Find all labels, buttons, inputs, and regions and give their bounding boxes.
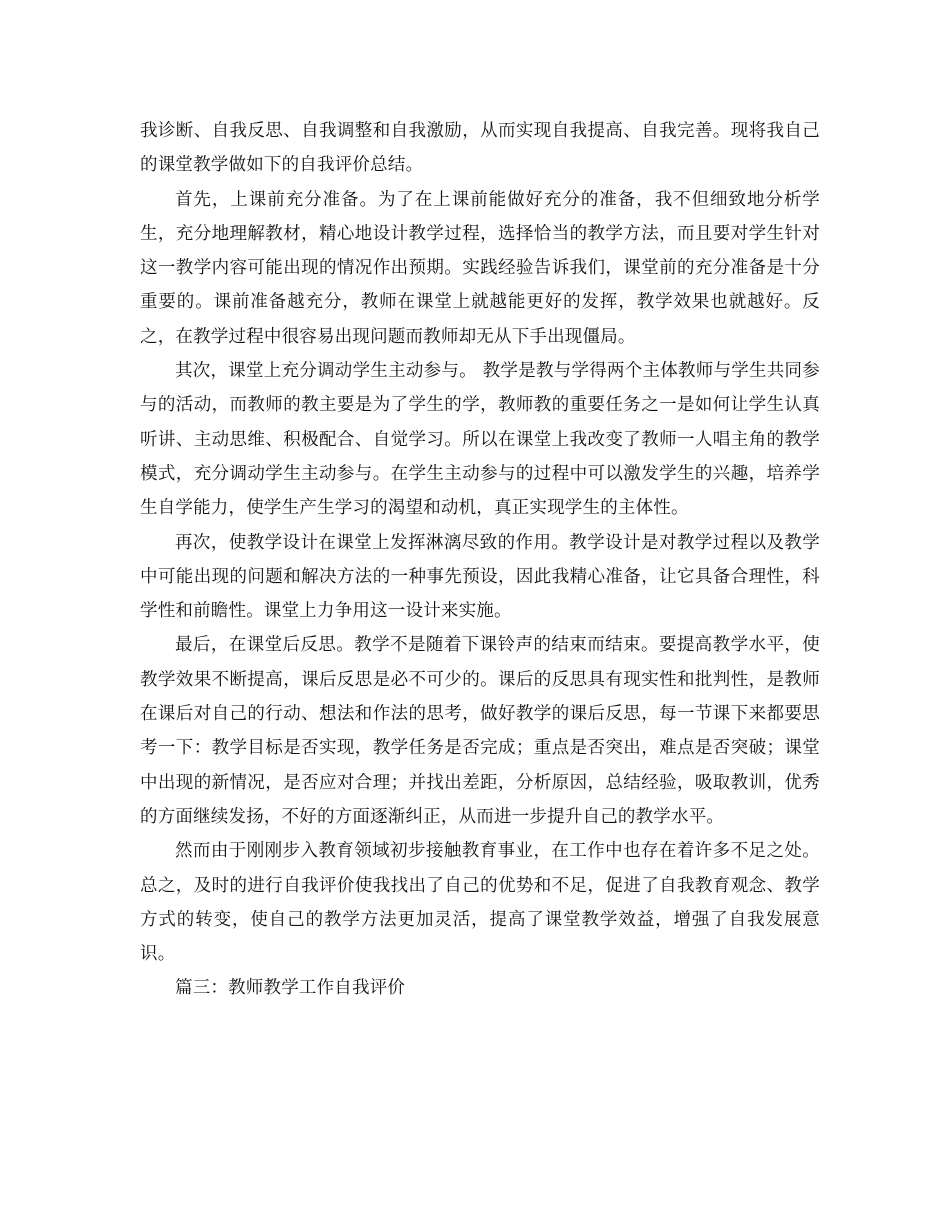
paragraph-conclusion: 然而由于刚刚步入教育领域初步接触教育事业，在工作中也存在着许多不足之处。总之，及时的进行自我评价使我找出了自己的优势和不足，促进了自我教育观念、教学方式的转变，使自己的教学方法更加灵活，提高了课堂教学效益，增强了自我发展意识。 — [140, 841, 820, 965]
paragraph-intro-continued: 我诊断、自我反思、自我调整和自我激励，从而实现自我提高、自我完善。现将我自己的课堂教学做如下的自我评价总结。 — [140, 121, 820, 176]
document-body — [140, 114, 820, 1006]
paragraph-second: 其次，课堂上充分调动学生主动参与。 教学是教与学得两个主体教师与学生共同参与的活动，而教师的教主要是为了学生的学，教师教的重要任务之一是如何让学生认真听讲、主动思维、积极配合、自觉学习。所以在课堂上我改变了教师一人唱主角的教学模式，充分调动学生主动参与。在学生主动参与的过程中可以激发学生的兴趣，培养学生自学能力，使学生产生学习的渴望和动机，真正实现学生的主体性。 — [140, 361, 820, 519]
paragraph-first: 首先，上课前充分准备。为了在上课前能做好充分的准备，我不但细致地分析学生，充分地理解教材，精心地设计教学过程，选择恰当的教学方法，而且要对学生针对这一教学内容可能出现的情况作出预期。实践经验告诉我们，课堂前的充分准备是十分重要的。课前准备越充分，教师在课堂上就越能更好的发挥，教学效果也就越好。反之，在教学过程中很容易出现问题而教师却无从下手出现僵局。 — [140, 189, 820, 347]
paragraph-third: 再次，使教学设计在课堂上发挥淋漓尽致的作用。教学设计是对教学过程以及教学中可能出现的问题和解决方法的一种事先预设，因此我精心准备，让它具备合理性，科学性和前瞻性。课堂上力争用这一设计来实施。 — [140, 532, 820, 622]
paragraph-last: 最后，在课堂后反思。教学不是随着下课铃声的结束而结束。要提高教学水平，使教学效果不断提高，课后反思是必不可少的。课后的反思具有现实性和批判性，是教师在课后对自己的行动、想法和作法的思考，做好教学的课后反思，每一节课下来都要思考一下：教学目标是否实现，教学任务是否完成；重点是否突出，难点是否突破；课堂中出现的新情况，是否应对合理；并找出差距，分析原因，总结经验，吸取教训，优秀的方面继续发扬，不好的方面逐渐纠正，从而进一步提升自己的教学水平。 — [140, 635, 820, 827]
section-heading: 篇三：教师教学工作自我评价 — [175, 978, 406, 999]
